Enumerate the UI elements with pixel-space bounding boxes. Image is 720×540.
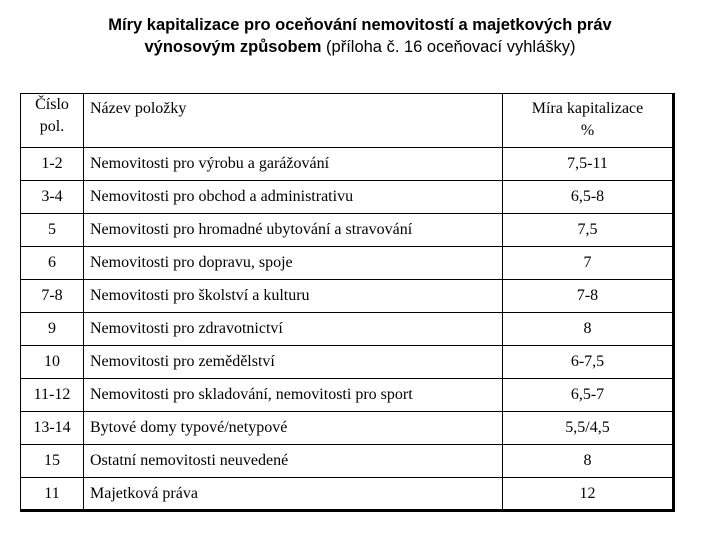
cell-number: 13-14 [21, 412, 84, 445]
cell-rate: 5,5/4,5 [503, 412, 674, 445]
cell-name: Nemovitosti pro výrobu a garážování [84, 148, 503, 181]
table-row [21, 412, 674, 445]
header-item-number-line2: pol. [39, 118, 65, 135]
cell-number: 1-2 [21, 148, 84, 181]
header-capitalization-rate [503, 94, 674, 148]
table-row [21, 313, 674, 346]
cell-name: Nemovitosti pro obchod a administrativu [84, 181, 503, 214]
cell-number: 11-12 [21, 379, 84, 412]
cell-number: 11 [21, 478, 84, 511]
table-row [21, 181, 674, 214]
cell-rate: 8 [503, 445, 674, 478]
header-rate-line1: Míra kapitalizace [531, 100, 644, 117]
cell-rate: 6-7,5 [503, 346, 674, 379]
cell-number: 15 [21, 445, 84, 478]
header-item-number [21, 94, 84, 148]
cell-number: 5 [21, 214, 84, 247]
table-body [21, 148, 674, 511]
cell-number: 6 [21, 247, 84, 280]
title-line-2-bold: výnosovým způsobem [144, 38, 322, 56]
capitalization-table-wrapper [20, 93, 675, 512]
cell-number: 3-4 [21, 181, 84, 214]
cell-rate: 7 [503, 247, 674, 280]
cell-rate: 12 [503, 478, 674, 511]
cell-name: Majetková práva [84, 478, 503, 511]
table-row [21, 478, 674, 511]
table-row [21, 280, 674, 313]
header-item-number-line1: Číslo [35, 96, 69, 113]
table-row [21, 148, 674, 181]
cell-rate: 7-8 [503, 280, 674, 313]
table-row [21, 379, 674, 412]
cell-number: 7-8 [21, 280, 84, 313]
page-title [0, 14, 720, 58]
table-header-row [21, 94, 674, 148]
cell-number: 9 [21, 313, 84, 346]
table-row [21, 445, 674, 478]
cell-rate: 6,5-8 [503, 181, 674, 214]
cell-name: Nemovitosti pro skladování, nemovitosti pro sport [84, 379, 503, 412]
cell-name: Nemovitosti pro hromadné ubytování a stravování [84, 214, 503, 247]
cell-name: Bytové domy typové/netypové [84, 412, 503, 445]
table-row [21, 346, 674, 379]
title-line-2 [0, 36, 720, 58]
cell-name: Nemovitosti pro zemědělství [84, 346, 503, 379]
table-row [21, 247, 674, 280]
cell-rate: 7,5 [503, 214, 674, 247]
capitalization-table [20, 93, 675, 512]
cell-name: Nemovitosti pro dopravu, spoje [84, 247, 503, 280]
cell-rate: 6,5-7 [503, 379, 674, 412]
title-line-1 [0, 14, 720, 36]
header-rate-line2: % [580, 122, 595, 139]
cell-rate: 8 [503, 313, 674, 346]
header-item-name-text: Název položky [90, 100, 187, 117]
cell-name: Nemovitosti pro zdravotnictví [84, 313, 503, 346]
title-line-2-rest: (příloha č. 16 oceňovací vyhlášky) [321, 38, 576, 56]
cell-name: Nemovitosti pro školství a kulturu [84, 280, 503, 313]
cell-number: 10 [21, 346, 84, 379]
table-row [21, 214, 674, 247]
cell-rate: 7,5-11 [503, 148, 674, 181]
title-line-1-text: Míry kapitalizace pro oceňování nemovitostí a majetkových práv [108, 16, 612, 34]
cell-name: Ostatní nemovitosti neuvedené [84, 445, 503, 478]
header-item-name [84, 94, 503, 148]
